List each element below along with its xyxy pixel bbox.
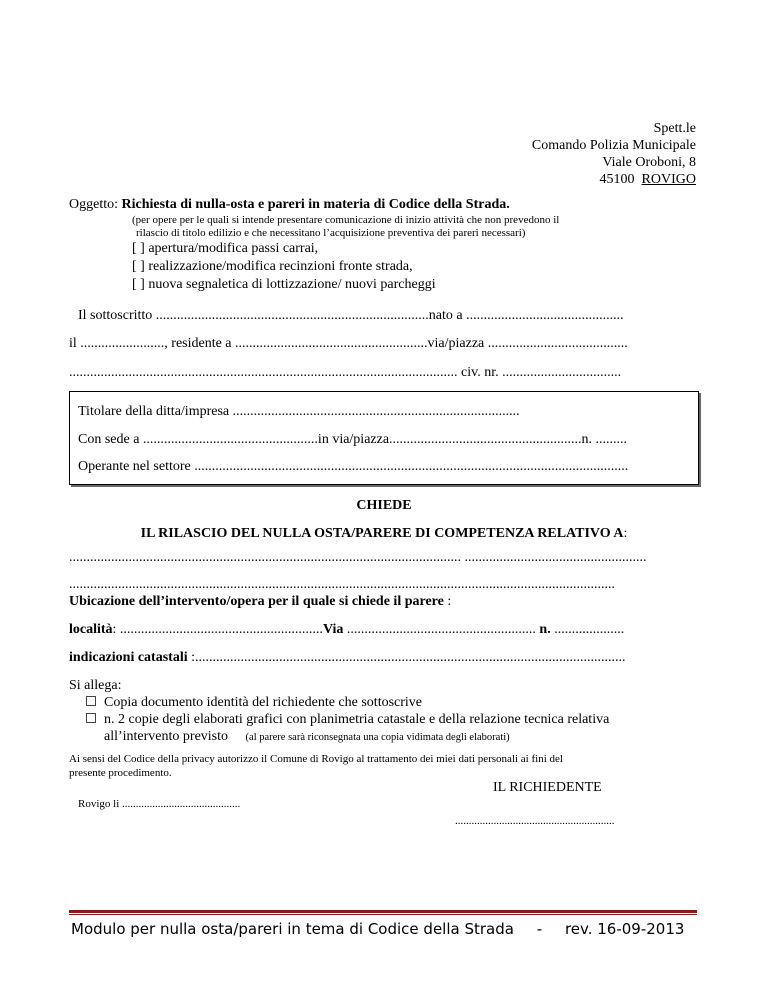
company-owner-field[interactable]: Titolare della ditta/impresa .................................................................................. [78, 404, 520, 419]
request-subheading [0, 525, 768, 543]
location-heading-colon: : [443, 594, 452, 609]
recipient-city: ROVIGO [641, 172, 696, 187]
attachment-item-2-note: (al parere sarà riconsegnata una copia vidimata degli elaborati) [245, 732, 510, 743]
company-sector-field[interactable]: Operante nel settore ............................................................................................................................ [78, 459, 629, 474]
recipient-cap: 45100 [599, 172, 635, 187]
signature-line[interactable]: .......................................................... [455, 815, 615, 827]
recipient-line2: Comando Polizia Municipale [531, 138, 696, 153]
option-passi-carrai[interactable]: [ ] apertura/modifica passi carrai, [132, 241, 319, 256]
request-subheading-main: IL RILASCIO DEL NULLA OSTA/PARERE DI COMPETENZA RELATIVO A [140, 526, 624, 541]
privacy-line1: Ai sensi del Codice della privacy autorizzo il Comune di Rovigo al trattamento dei miei dati personali ai fini del [69, 753, 563, 765]
signature-label: IL RICHIEDENTE [493, 780, 602, 795]
attachment-item-2[interactable] [86, 711, 609, 729]
attachment-item-1[interactable] [86, 694, 422, 712]
request-dots-line1[interactable]: ................................................................................................................ .................................................... [69, 550, 647, 565]
recipient-address [532, 120, 696, 188]
subject-note-line2: rilascio di titolo edilizio e che necessitano l’acquisizione preventiva dei pareri necessari) [136, 227, 526, 239]
request-dots-line2[interactable]: ............................................................................................................................................................ [69, 577, 615, 592]
footer-revision: rev. 16-09-2013 [564, 920, 685, 938]
attachment-item-2-cont-text: all’intervento previsto [104, 729, 229, 744]
checkbox-icon[interactable] [86, 696, 96, 706]
checkbox-icon[interactable] [86, 713, 96, 723]
footer-rule-thin [69, 914, 697, 915]
subject-label: Oggetto: [69, 197, 118, 212]
subject-note-line1: (per opere per le quali si intende presentare comunicazione di inizio attività che non prevedono il [132, 214, 560, 226]
attachments-label: Si allega: [69, 678, 122, 693]
location-heading [69, 593, 451, 611]
number-input[interactable]: .................... [550, 622, 625, 637]
recipient-line3: Viale Oroboni, 8 [602, 155, 696, 170]
via-input[interactable]: ...................................................... [343, 622, 540, 637]
applicant-address-field[interactable]: ............................................................................................................... civ. nr. .................................. [69, 365, 622, 380]
location-field[interactable] [69, 621, 624, 639]
locality-input[interactable]: : .......................................................... [112, 622, 323, 637]
via-label: Via [322, 622, 344, 637]
applicant-name-field[interactable]: Il sottoscritto ..............................................................................nato a ............................................. [78, 308, 624, 323]
footer-separator: - [536, 920, 543, 938]
option-recinzioni[interactable]: [ ] realizzazione/modifica recinzioni fronte strada, [132, 259, 413, 274]
cadastral-input[interactable]: :........................................................................................................................... [187, 650, 626, 665]
recipient-city-line [532, 171, 696, 188]
subject-line [69, 196, 510, 214]
request-subheading-colon: : [623, 526, 628, 541]
privacy-line2: presente procedimento. [69, 767, 172, 779]
location-heading-text: Ubicazione dell’intervento/opera per il quale si chiede il parere [69, 594, 444, 609]
subject-title: Richiesta di nulla-osta e pareri in materia di Codice della Strada. [121, 197, 510, 212]
company-seat-field[interactable]: Con sede a ..................................................in via/piazza.......................................................n. ......... [78, 432, 628, 447]
footer-rule [69, 910, 697, 913]
cadastral-label: indicazioni catastali [69, 650, 188, 665]
place-date-field[interactable]: Rovigo li ........................................... [78, 798, 241, 810]
recipient-line1: Spett.le [653, 121, 696, 136]
footer [71, 920, 684, 938]
cadastral-field[interactable] [69, 649, 626, 667]
footer-text: Modulo per nulla osta/pareri in tema di Codice della Strada [71, 920, 514, 938]
applicant-birth-residence-field[interactable]: il ........................, residente a .......................................................via/piazza ........................................ [69, 336, 628, 351]
number-label: n. [539, 622, 551, 637]
request-heading: CHIEDE [356, 498, 412, 513]
attachment-item-2-continued [104, 728, 510, 746]
option-segnaletica[interactable]: [ ] nuova segnaletica di lottizzazione/ nuovi parcheggi [132, 277, 436, 292]
locality-label: località [69, 622, 113, 637]
attachment-item-2-text: n. 2 copie degli elaborati grafici con planimetria catastale e della relazione tecnica relativa [104, 712, 610, 727]
attachment-item-1-text: Copia documento identità del richiedente che sottoscrive [104, 695, 423, 710]
